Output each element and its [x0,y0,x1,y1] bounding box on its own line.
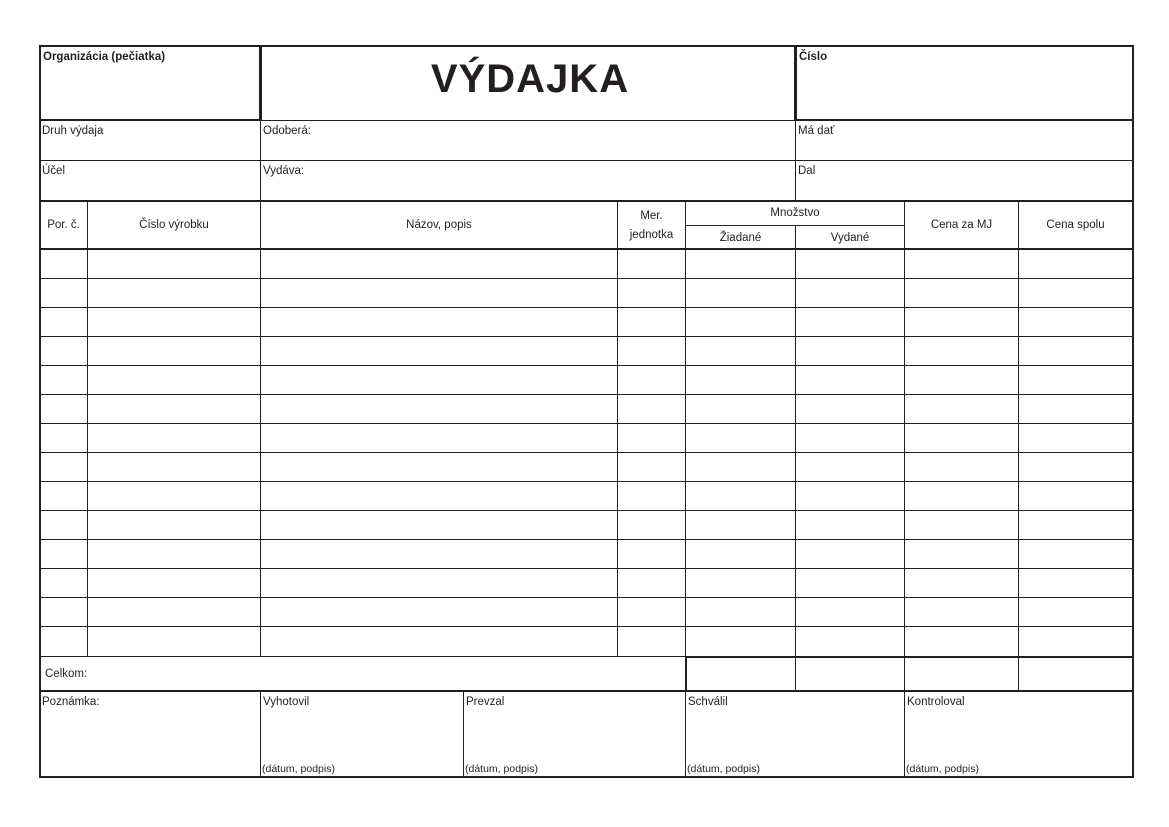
recipient-label: Odoberá: [263,125,311,137]
received-by-label: Prevzal [466,696,505,708]
organization-label: Organizácia (pečiatka) [43,51,166,63]
received-by-date-signature: (dátum, podpis) [465,763,538,775]
col-requested-header: Žiadané [719,232,762,244]
col-product-number-header: Číslo výrobku [139,219,209,231]
number-label: Číslo [799,51,828,63]
col-issued-header: Vydané [830,232,870,244]
made-by-label: Vyhotovil [263,696,310,708]
credit-label: Dal [798,165,816,177]
issuer-label: Vydáva: [263,165,305,177]
made-by-date-signature: (dátum, podpis) [262,763,335,775]
checked-by-label: Kontroloval [907,696,965,708]
debit-label: Má dať [798,125,835,137]
approved-by-label: Schválil [688,696,728,708]
col-total-price-header: Cena spolu [1046,219,1105,231]
issue-type-label: Druh výdaja [42,125,104,137]
checked-by-date-signature: (dátum, podpis) [906,763,979,775]
col-quantity-header: Množstvo [770,207,820,219]
col-unit-header-line2: jednotka [629,229,674,241]
approved-by-date-signature: (dátum, podpis) [687,763,760,775]
purpose-label: Účel [42,165,66,177]
col-order-header: Por. č. [47,219,80,231]
col-name-header: Názov, popis [406,219,472,231]
col-unit-price-header: Cena za MJ [930,219,993,231]
col-unit-header-line1: Mer. [640,210,663,222]
note-label: Poznámka: [42,696,100,708]
totals-label: Celkom: [45,668,88,680]
form-title: VÝDAJKA [430,57,630,101]
